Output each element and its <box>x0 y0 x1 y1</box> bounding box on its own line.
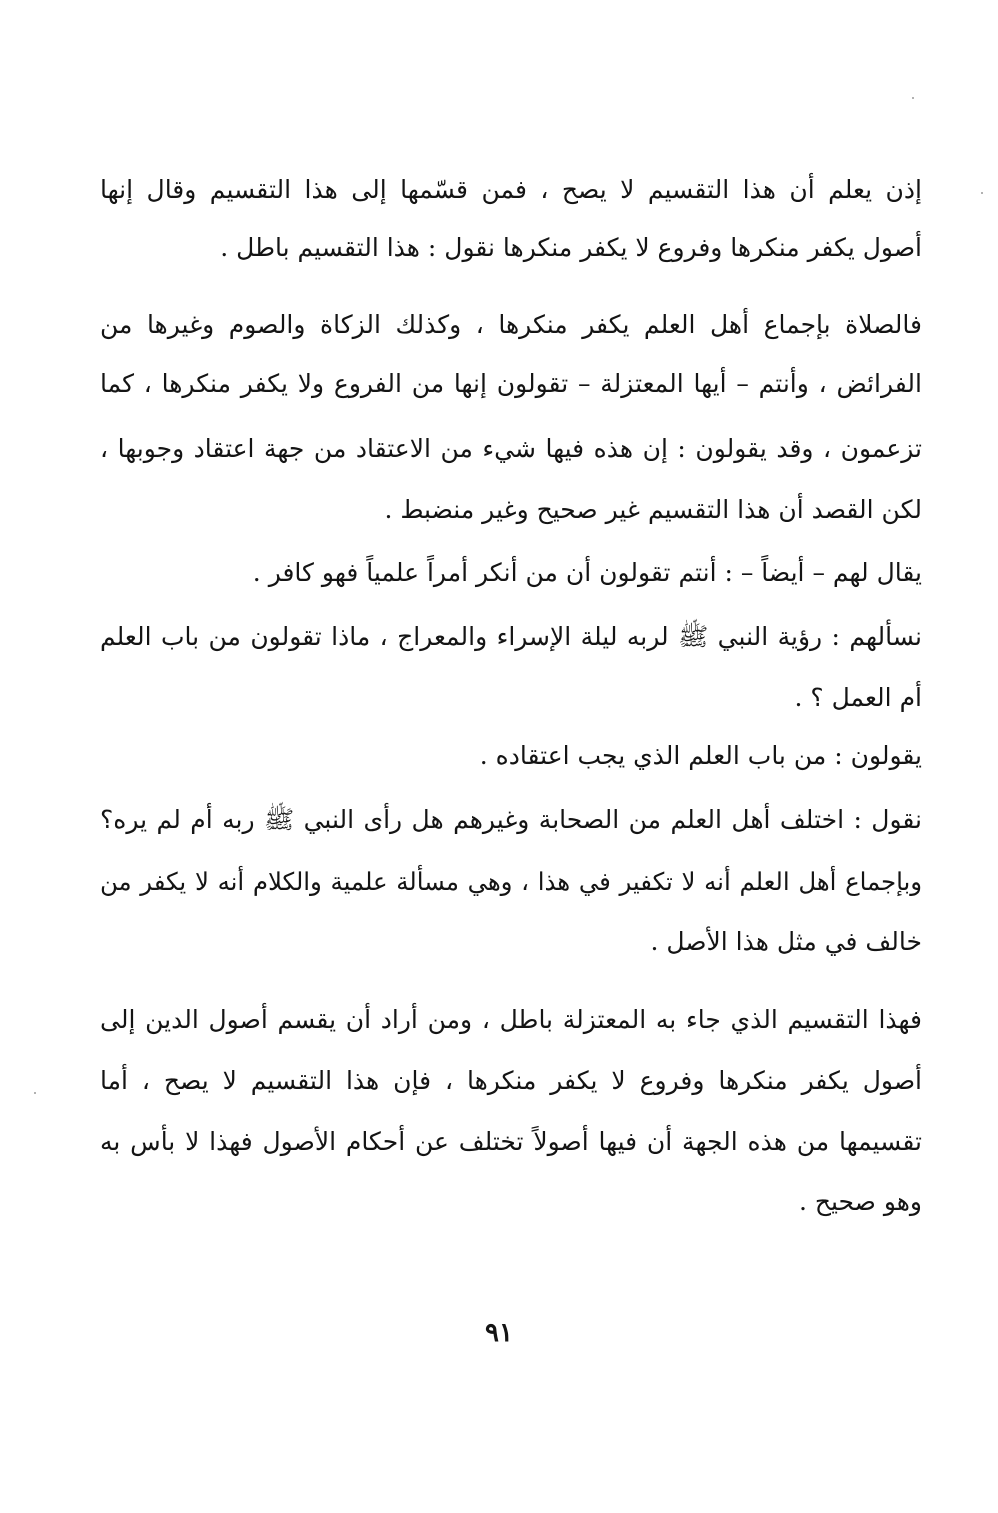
scan-speck <box>34 1092 36 1094</box>
scan-speck <box>912 97 914 99</box>
text-line: تقسيمها من هذه الجهة أن فيها أصولاً تختلف عن أحكام الأصول فهذا لا بأس به <box>100 1127 922 1156</box>
text-line: أم العمل ؟ . <box>794 683 922 712</box>
text-line: خالف في مثل هذا الأصل . <box>650 927 922 956</box>
text-line: وبإجماع أهل العلم أنه لا تكفير في هذا ، وهي مسألة علمية والكلام أنه لا يكفر من <box>100 867 922 896</box>
text-line: نقول : اختلف أهل العلم من الصحابة وغيرهم هل رأى النبي ﷺ ربه أم لم يره؟ <box>100 805 922 834</box>
text-line: يقولون : من باب العلم الذي يجب اعتقاده . <box>479 741 922 770</box>
text-line: أصول يكفر منكرها وفروع لا يكفر منكرها نقول : هذا التقسيم باطل . <box>220 233 922 262</box>
text-line: فالصلاة بإجماع أهل العلم يكفر منكرها ، وكذلك الزكاة والصوم وغيرها من <box>100 310 922 339</box>
text-line: أصول يكفر منكرها وفروع لا يكفر منكرها ، فإن هذا التقسيم لا يصح ، أما <box>100 1066 922 1095</box>
scan-speck <box>981 192 983 194</box>
text-line: وهو صحيح . <box>798 1187 922 1216</box>
text-line: فهذا التقسيم الذي جاء به المعتزلة باطل ، ومن أراد أن يقسم أصول الدين إلى <box>100 1005 922 1034</box>
page-number: ٩١ <box>485 1318 513 1348</box>
text-line: إذن يعلم أن هذا التقسيم لا يصح ، فمن قسّمها إلى هذا التقسيم وقال إنها <box>100 175 922 204</box>
text-line: لكن القصد أن هذا التقسيم غير صحيح وغير منضبط . <box>384 495 922 524</box>
text-line: نسألهم : رؤية النبي ﷺ لربه ليلة الإسراء والمعراج ، ماذا تقولون من باب العلم <box>100 622 922 651</box>
text-line: يقال لهم – أيضاً – : أنتم تقولون أن من أنكر أمراً علمياً فهو كافر . <box>252 558 922 587</box>
text-line: الفرائض ، وأنتم – أيها المعتزلة – تقولون إنها من الفروع ولا يكفر منكرها ، كما <box>100 369 922 398</box>
text-line: تزعمون ، وقد يقولون : إن هذه فيها شيء من الاعتقاد من جهة اعتقاد وجوبها ، <box>100 434 922 463</box>
